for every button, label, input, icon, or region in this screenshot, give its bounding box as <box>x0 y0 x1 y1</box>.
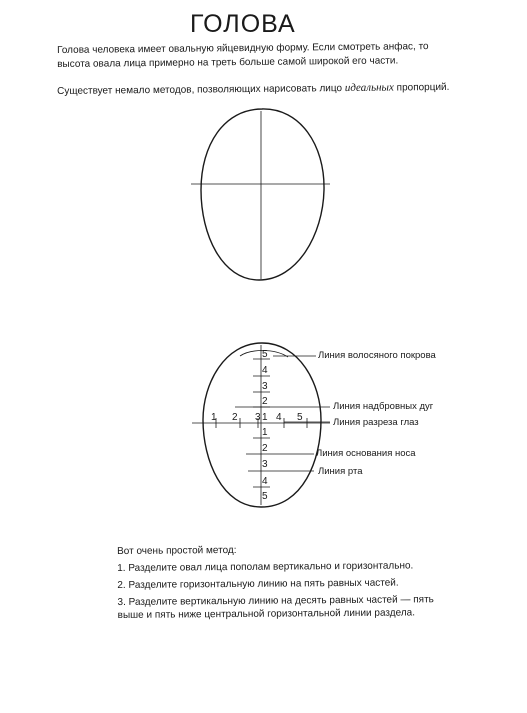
scale-upper-3: 3 <box>262 381 268 392</box>
scale-upper-5: 5 <box>262 349 268 360</box>
scale-numbers <box>211 349 303 502</box>
intro-paragraph: Голова человека имеет овальную яйцевидную форму. Если смотреть анфас, то высота овала лица примерно на треть больше самой широкой его части. <box>57 41 429 70</box>
label-eyes: Линия разреза глаз <box>333 417 419 428</box>
scale-lower-2: 2 <box>262 443 268 454</box>
step-1: 1. Разделите овал лица пополам вертикально и горизонтально. <box>117 560 414 574</box>
scale-upper-4: 4 <box>262 365 268 376</box>
page-title: ГОЛОВА <box>190 10 296 38</box>
scale-lower-3: 3 <box>262 459 268 470</box>
label-brow: Линия надбровных дуг <box>333 401 434 412</box>
method-heading: Вот очень простой метод: <box>117 544 237 557</box>
hmark-1: 1 <box>211 412 217 423</box>
simple-oval-diagram <box>191 109 330 280</box>
proportion-oval-diagram <box>192 343 330 507</box>
label-mouth: Линия рта <box>318 466 363 477</box>
label-hairline: Линия волосяного покрова <box>318 350 436 361</box>
scale-lower-4: 4 <box>262 476 268 487</box>
ideal-word: идеальных <box>344 81 394 94</box>
scale-upper-1: 1 <box>262 412 268 423</box>
hmark-2: 2 <box>232 412 238 423</box>
method-steps <box>117 542 448 626</box>
egg-outline <box>201 109 324 280</box>
hmark-5: 5 <box>297 412 303 423</box>
scale-upper-2: 2 <box>262 396 268 407</box>
step-2: 2. Разделите горизонтальную линию на пять равных частей. <box>117 577 399 591</box>
hmark-3: 3 <box>255 412 261 423</box>
scale-lower-5: 5 <box>262 491 268 502</box>
intro-paragraph-methods: Существует немало методов, позволяющих нарисовать лицо идеальных пропорций. <box>57 81 450 97</box>
scale-lower-1: 1 <box>262 427 268 438</box>
label-nose: Линия основания носа <box>316 448 416 459</box>
step-3: 3. Разделите вертикальную линию на десять равных частей — пять выше и пять ниже центральной горизонтальной линии раздела. <box>117 594 434 621</box>
hmark-4: 4 <box>276 412 282 423</box>
